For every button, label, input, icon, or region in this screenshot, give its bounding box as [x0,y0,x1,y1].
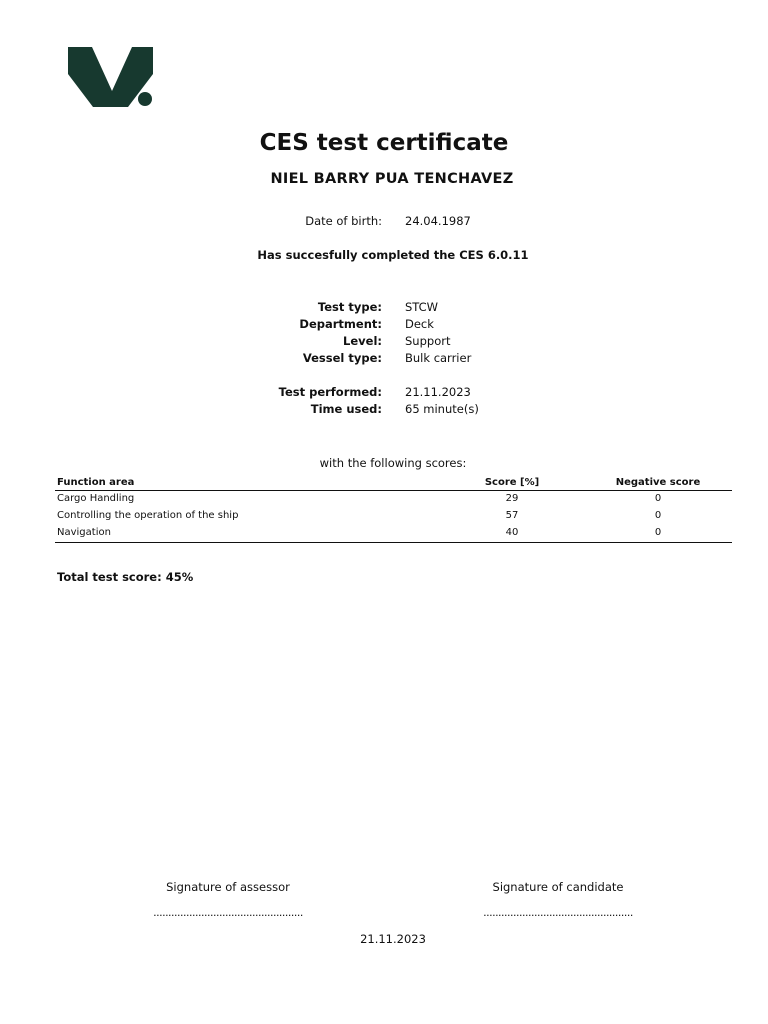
cell-score: 57 [505,510,519,521]
detail-label: Department: [299,317,382,331]
header-negative-score: Negative score [615,477,701,488]
signature-assessor-label: Signature of assessor [166,880,290,894]
cell-function-area: Navigation [57,527,111,538]
detail-label: Test performed: [278,385,382,399]
table-bottom-rule [55,542,732,543]
detail-value: Deck [405,317,434,331]
header-function-area: Function area [57,477,135,488]
scores-intro: with the following scores: [319,456,467,470]
detail-label: Vessel type: [302,351,382,365]
scores-table [55,475,732,543]
table-row [55,491,732,508]
detail-value: STCW [405,300,439,314]
cell-negative-score: 0 [654,527,662,538]
cell-negative-score: 0 [654,510,662,521]
detail-value: 21.11.2023 [405,385,471,399]
detail-value: Support [405,334,451,348]
signature-candidate-line: .................................................. [483,906,633,919]
candidate-name: NIEL BARRY PUA TENCHAVEZ [270,171,514,187]
page-title: CES test certificate [259,130,509,156]
detail-label: Level: [343,334,382,348]
dob-label: Date of birth: [305,214,382,228]
header-score: Score [%] [484,477,540,488]
cell-negative-score: 0 [654,493,662,504]
cell-score: 40 [505,527,519,538]
total-test-score: Total test score: 45% [57,570,194,584]
detail-value: Bulk carrier [405,351,472,365]
completed-statement: Has succesfully completed the CES 6.0.11 [257,248,529,262]
signature-assessor-line: .................................................. [153,906,303,919]
company-logo-icon [68,47,156,109]
table-header [55,475,732,491]
table-row [55,525,732,542]
detail-label: Test type: [317,300,382,314]
dob-value: 24.04.1987 [405,214,471,228]
cell-function-area: Controlling the operation of the ship [57,510,239,521]
cell-score: 29 [505,493,519,504]
signature-date: 21.11.2023 [360,932,426,946]
table-row [55,508,732,525]
cell-function-area: Cargo Handling [57,493,135,504]
signature-candidate-label: Signature of candidate [492,880,624,894]
detail-value: 65 minute(s) [405,402,479,416]
detail-label: Time used: [310,402,382,416]
